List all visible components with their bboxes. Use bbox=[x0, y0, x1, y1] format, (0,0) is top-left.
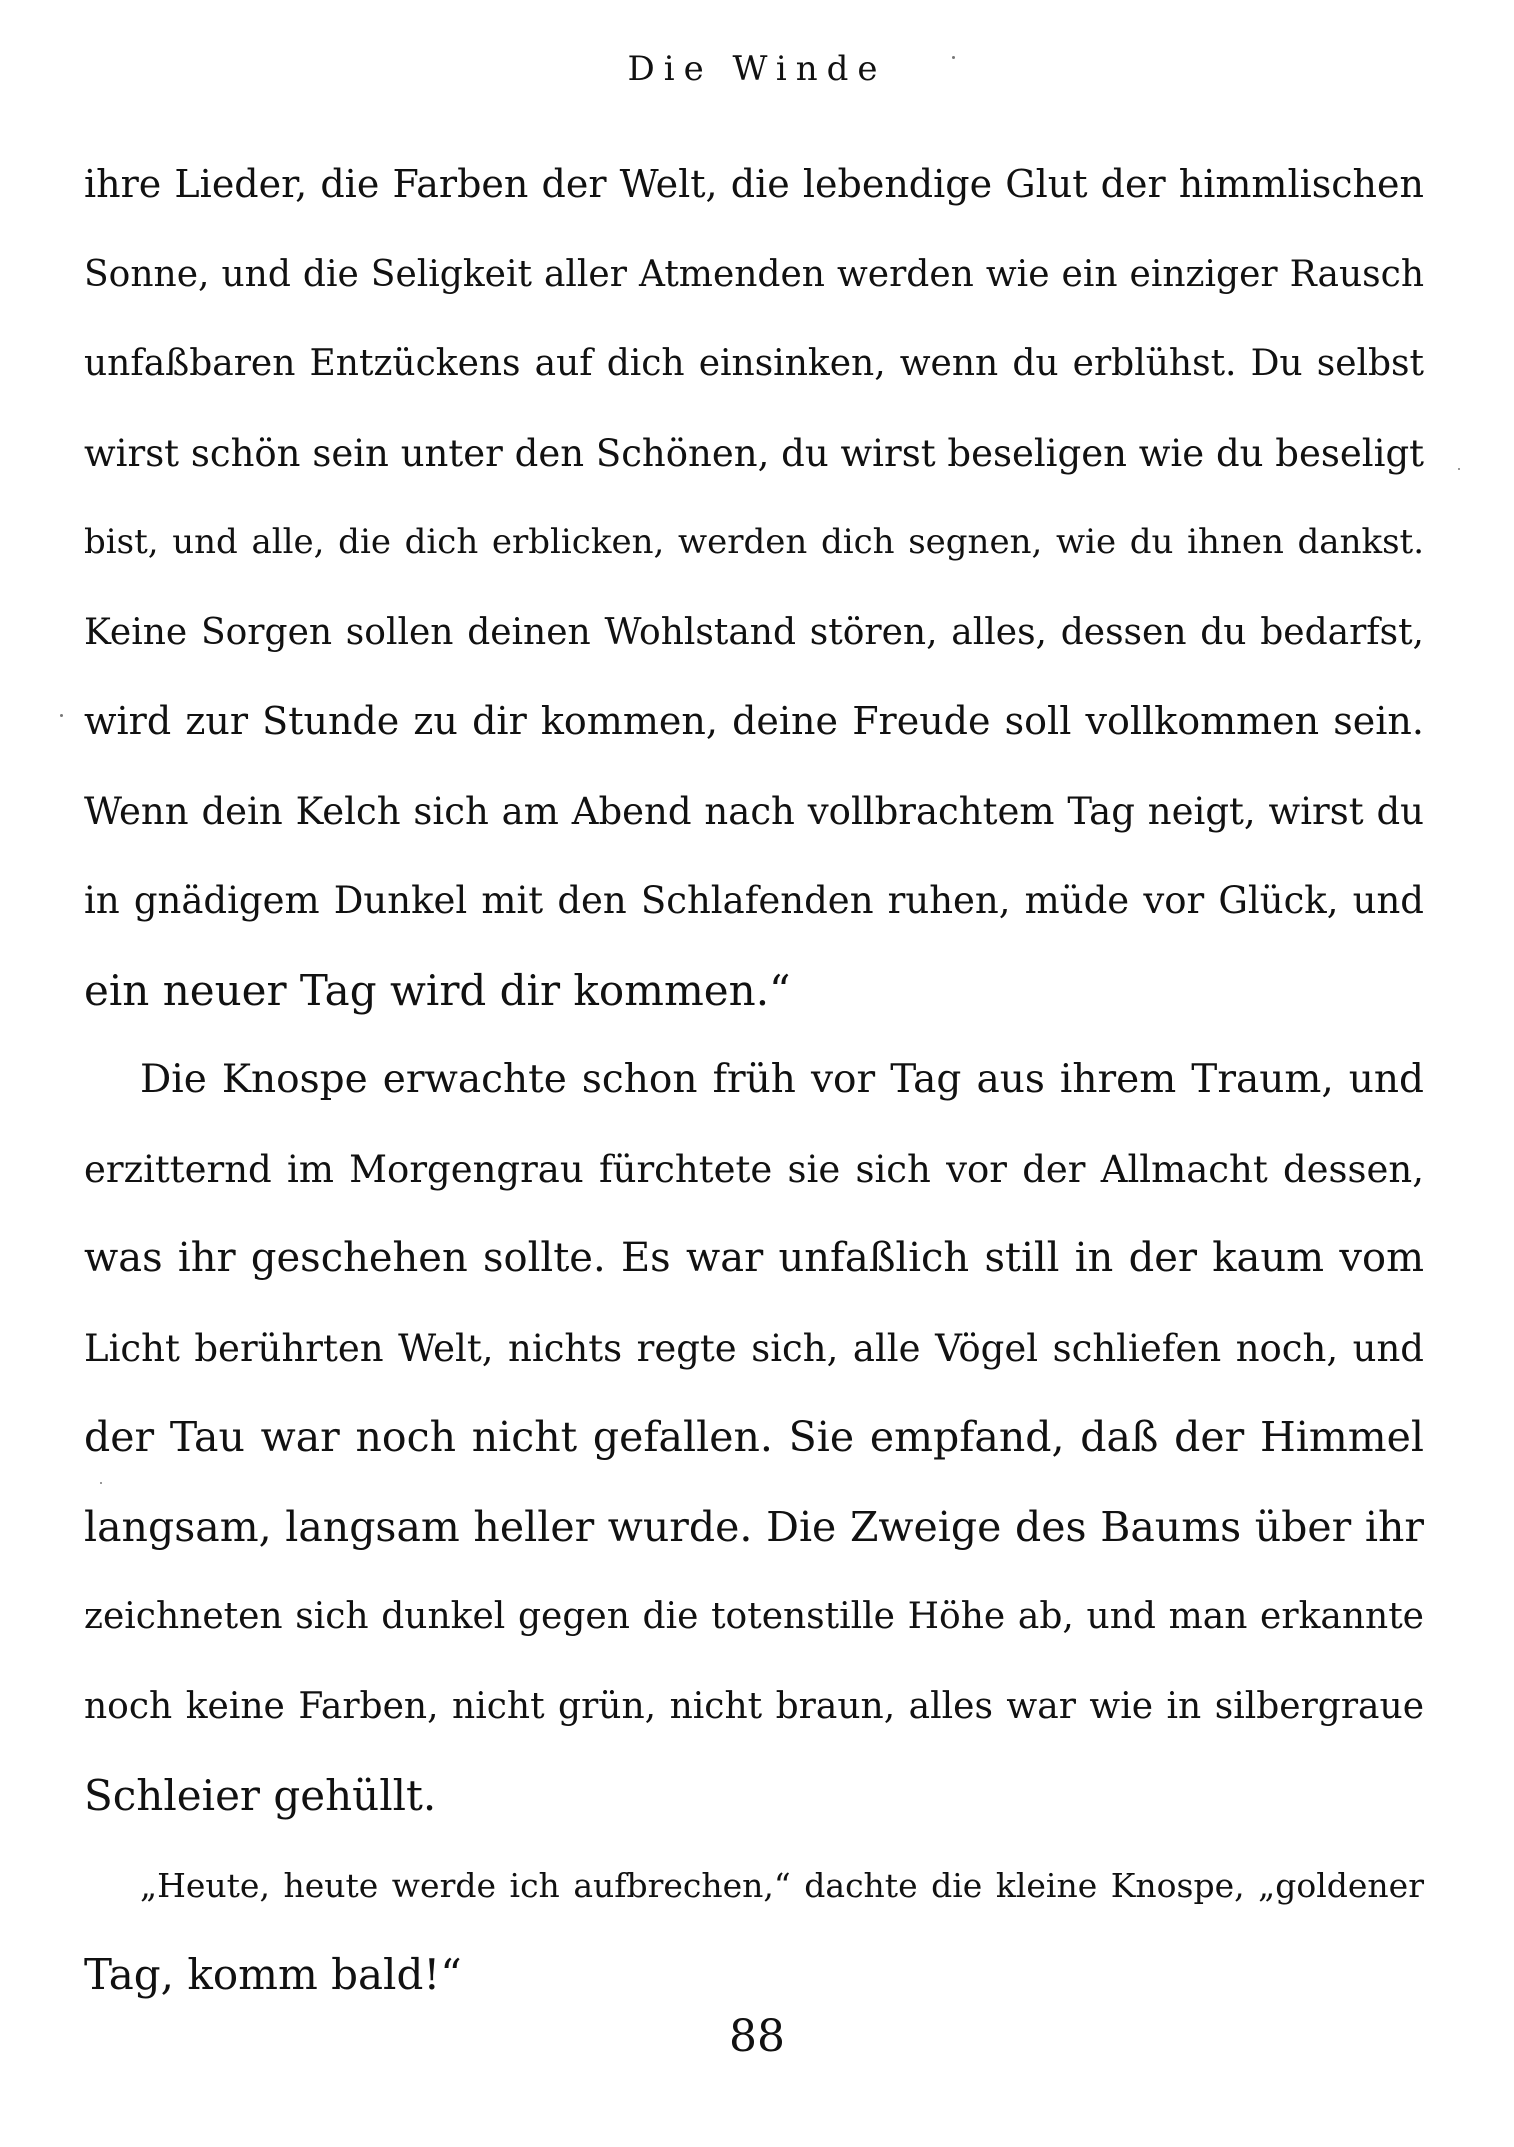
text-line: bist, und alle, die dich erblicken, werden dich segnen, wie du ihnen dankst. bbox=[84, 522, 1424, 562]
text-line: Licht berührten Welt, nichts regte sich, alle Vögel schliefen noch, und bbox=[84, 1326, 1424, 1370]
text-line: Die Knospe erwachte schon früh vor Tag aus ihrem Traum, und bbox=[140, 1057, 1424, 1102]
text-line: Sonne, und die Seligkeit aller Atmenden werden wie ein einziger Rausch bbox=[84, 253, 1424, 295]
text-line: Wenn dein Kelch sich am Abend nach vollbrachtem Tag neigt, wirst du bbox=[84, 789, 1424, 833]
running-head: Die Winde bbox=[627, 49, 887, 89]
scan-speck bbox=[100, 1482, 102, 1484]
scan-speck bbox=[952, 56, 955, 59]
body-text bbox=[84, 140, 1424, 2020]
text-line: wirst schön sein unter den Schönen, du wirst beseligen wie du beseligt bbox=[84, 431, 1424, 475]
text-line: was ihr geschehen sollte. Es war unfaßlich still in der kaum vom bbox=[84, 1235, 1424, 1281]
text-line: „Heute, heute werde ich aufbrechen,“ dachte die kleine Knospe, „goldener bbox=[140, 1865, 1424, 1905]
text-line: Keine Sorgen sollen deinen Wohlstand stören, alles, dessen du bedarfst, bbox=[84, 611, 1424, 653]
text-line: langsam, langsam heller wurde. Die Zweige des Baums über ihr bbox=[84, 1502, 1424, 1551]
scan-speck bbox=[60, 714, 63, 717]
page-number: 88 bbox=[729, 2011, 785, 2062]
text-line: in gnädigem Dunkel mit den Schlafenden ruhen, müde vor Glück, und bbox=[84, 879, 1424, 922]
text-line: noch keine Farben, nicht grün, nicht braun, alles war wie in silbergraue bbox=[84, 1685, 1424, 1727]
text-line: zeichneten sich dunkel gegen die totenstille Höhe ab, und man erkannte bbox=[84, 1596, 1424, 1637]
text-line: ihre Lieder, die Farben der Welt, die lebendige Glut der himmlischen bbox=[84, 162, 1424, 206]
text-line: der Tau war noch nicht gefallen. Sie empfand, daß der Himmel bbox=[84, 1413, 1424, 1461]
text-line: ein neuer Tag wird dir kommen.“ bbox=[84, 965, 791, 1015]
text-line: wird zur Stunde zu dir kommen, deine Freude soll vollkommen sein. bbox=[84, 699, 1424, 743]
text-line: Schleier gehüllt. bbox=[84, 1771, 437, 1820]
scan-speck bbox=[1458, 468, 1460, 470]
text-line: unfaßbaren Entzückens auf dich einsinken, wenn du erblühst. Du selbst bbox=[84, 343, 1424, 384]
text-line: erzitternd im Morgengrau fürchtete sie sich vor der Allmacht dessen, bbox=[84, 1147, 1424, 1191]
text-line: Tag, komm bald!“ bbox=[84, 1950, 462, 1999]
